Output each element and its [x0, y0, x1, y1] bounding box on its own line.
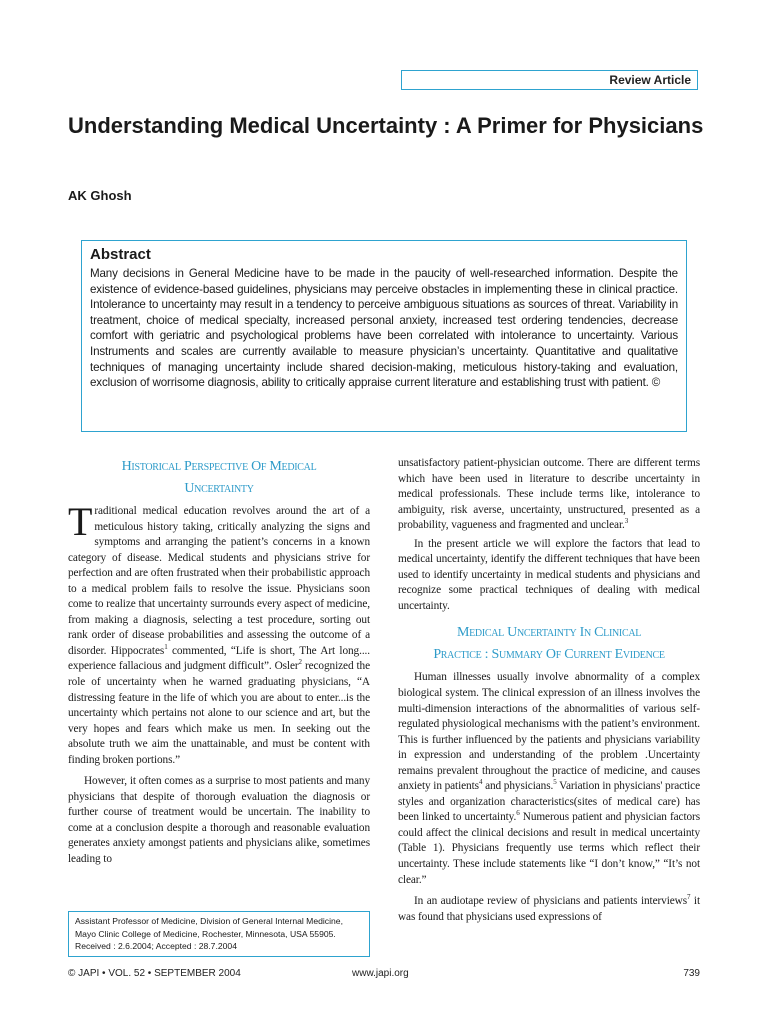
footer-url[interactable]: www.japi.org — [352, 968, 409, 979]
abstract-heading: Abstract — [90, 246, 151, 263]
paragraph-terms: unsatisfactory patient-physician outcome. There are different terms which have been used in literature to describe uncertainty in medical professionals. These include terms like, intolerance to ambiguity, risk averse, uncertainty, unstructured, presented as a probability, vagueness and fragmented and unclear.$^3$ — [398, 457, 700, 532]
paragraph-present-article: In the present article we will explore the factors that lead to medical uncertainty, identify the different techniques that have been used to identify uncertainty in medical students and physicians and recognize some practical techniques of dealing with medical uncertainty. — [398, 537, 700, 612]
right-column — [398, 456, 700, 925]
article-type-badge: Review Article — [401, 70, 698, 90]
article-title: Understanding Medical Uncertainty : A Primer for Physicians — [68, 113, 704, 138]
left-column — [68, 456, 370, 868]
abstract-box — [81, 240, 687, 432]
affiliation-box: Assistant Professor of Medicine, Division of General Internal Medicine, Mayo Clinic College of Medicine, Rochester, Minnesota, USA 55905. Received : 2.6.2004; Accepted : 28.7.2004 — [68, 911, 370, 957]
paragraph-surprise: However, it often comes as a surprise to most patients and many physicians that despite of thorough evaluation the diagnosis or further course of treatment would be uncertain. The inability to come at a conclusion despite a thorough and reasonable evaluation generates anxiety amongst patients and physicians alike, sometimes leading to — [68, 775, 370, 866]
footer-journal: © JAPI • VOL. 52 • SEPTEMBER 2004 — [68, 968, 241, 979]
paragraph-intro: Traditional medical education revolves around the art of a meticulous history taking, critically analyzing the signs and symptoms and arranging the patient’s concerns in a known category of disease. Medical students and physicians strive for perfection and are often frustrated when their probabilistic approach to a medical problem fails to resolve the issue. Physicians soon come to realize that uncertainty surrounds every aspect of medicine, from making a diagnosis, selecting a test procedure, sorting out rank order of disease probabilities and assessing the outcome of a disorder. Hippocrates$^1$ commented, “Life is short, The Art long.... experience fallacious and judgment difficult”. Osler$^2$ recognized the role of uncertainty when he warned graduating physicians, “A distressing feature in the life of which you are about to enter...is the uncertainty which pertains not alone to our science and art, but the very hopes and fears which make us men. In seeking out the absolute truth we aim the unattainable, and must be content with finding broken portions.” — [68, 499, 370, 766]
footer-page-number: 739 — [683, 968, 700, 979]
drop-cap: T — [68, 499, 93, 544]
section-heading-historical: Historical Perspective Of Medical Uncertainty — [121, 459, 317, 496]
paragraph-audiotape: In an audiotape review of physicians and patients interviews$^7$ it was found that physicians used expressions of — [398, 893, 700, 923]
section-heading-clinical-practice: Medical Uncertainty In Clinical Practice : Summary Of Current Evidence — [433, 625, 665, 663]
abstract-text: Many decisions in General Medicine have to be made in the paucity of well-researched information. Despite the existence of evidence-based guidelines, physicians may perceive obstacles in implementing these in clinical practice. Intolerance to uncertainty may result in a tendency to perceive ambiguous situations as sources of threat. Variability in treatment, choice of medical specialty, increased personal anxiety, increased test ordering tendencies, decrease comfort with geriatric and psychological problems have been correlated with intolerance to uncertainty. Various Instruments and scales are currently available to measure physician’s uncertainty. Quantitative and qualitative techniques of managing uncertainty include shared decision-making, meticulous history-taking and evaluation, exclusion of worrisome diagnosis, ability to critically appraise current literature and establishing trust with patient. © — [90, 267, 678, 390]
paragraph-human-illnesses: Human illnesses usually involve abnormality of a complex biological system. The clinical expression of an illness involves the multi-dimension interactions of the abnormalities of various self-regulated physiological mechanisms with the patient’s environment. This is further influenced by the patients and physicians variability in expression and understanding of the problem .Uncertainty remains prevalent throughout the practice of medicine, and causes anxiety in patients$^4$ and physicians.$^5$ Variation in physicians' practice styles and organization characteristics(sites of medical care) has been linked to uncertainty.$^6$ Numerous patient and physician factors could affect the clinical decisions and result in medical uncertainty (Table 1). Physicians frequently use terms which reflect their uncertainty. These include statements like “I don’t know,” “It’s not clear.” — [398, 671, 701, 886]
author-name: AK Ghosh — [68, 188, 132, 203]
